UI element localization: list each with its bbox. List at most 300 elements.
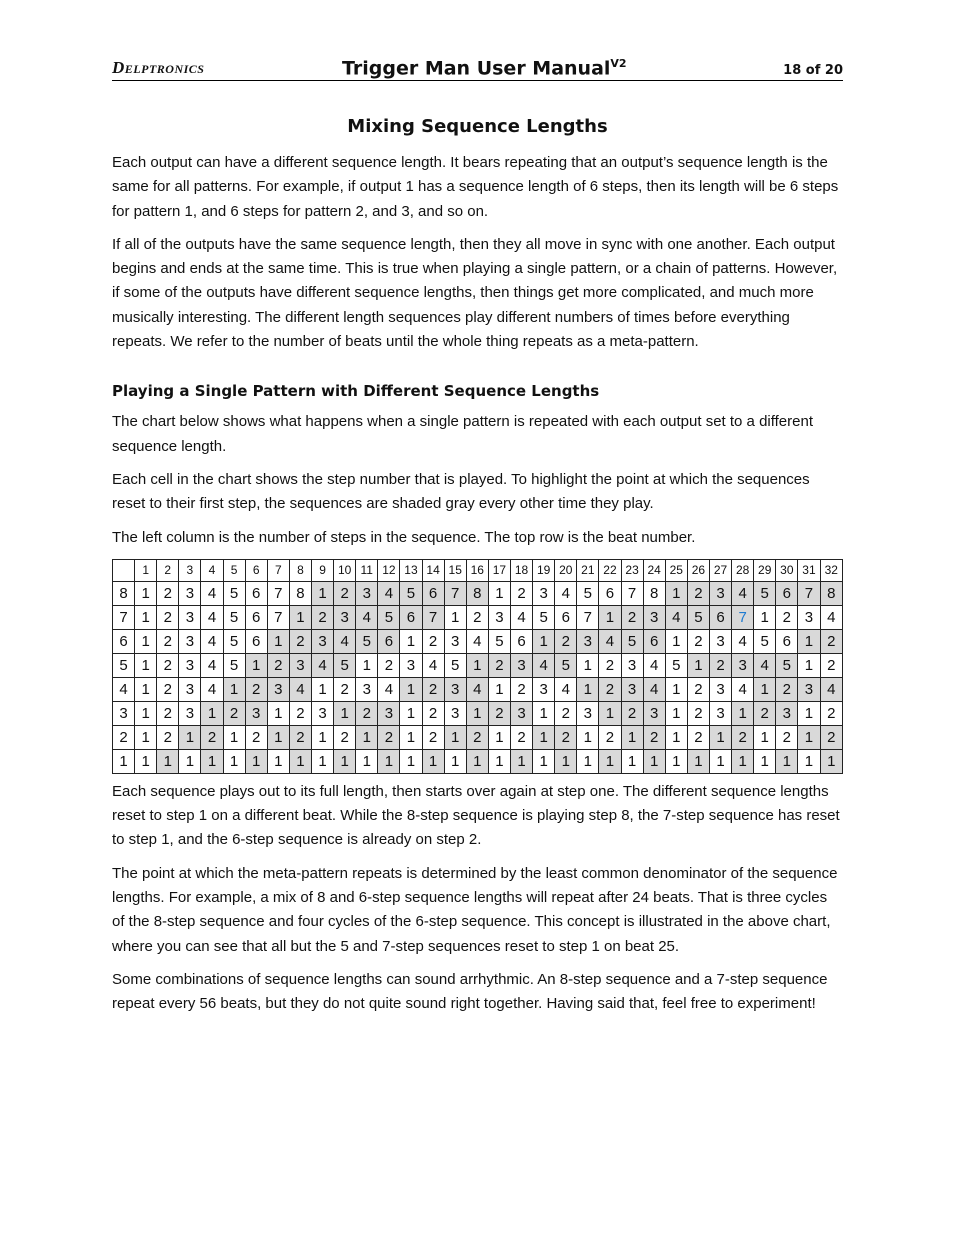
step-cell: 3	[444, 677, 466, 701]
step-cell: 6	[245, 605, 267, 629]
step-cell: 1	[179, 725, 201, 749]
step-cell: 5	[533, 605, 555, 629]
beat-number: 9	[311, 559, 333, 581]
step-cell: 1	[533, 629, 555, 653]
step-cell: 1	[599, 701, 621, 725]
step-cell: 7	[267, 605, 289, 629]
sequence-length-label: 8	[113, 581, 135, 605]
step-cell: 1	[356, 653, 378, 677]
step-cell: 1	[798, 749, 820, 773]
step-cell: 1	[533, 749, 555, 773]
step-cell: 1	[267, 629, 289, 653]
beat-number: 21	[577, 559, 599, 581]
step-cell: 2	[510, 725, 532, 749]
step-cell: 4	[289, 677, 311, 701]
page-content	[112, 116, 843, 1026]
step-cell: 1	[665, 749, 687, 773]
step-cell: 4	[533, 653, 555, 677]
step-cell: 6	[643, 629, 665, 653]
paragraph: Some combinations of sequence lengths can sound arrhythmic. An 8-step sequence and a 7-step sequence repeat every 56 beats, but they do not quite sound right together. Having said that, feel free to experiment!	[112, 970, 828, 1013]
step-cell: 2	[157, 653, 179, 677]
step-cell: 3	[444, 629, 466, 653]
step-cell: 7	[621, 581, 643, 605]
step-cell: 1	[577, 749, 599, 773]
beat-number: 26	[687, 559, 709, 581]
step-cell: 1	[820, 749, 843, 773]
step-cell: 3	[776, 701, 798, 725]
step-cell: 1	[533, 701, 555, 725]
step-cell: 4	[665, 605, 687, 629]
beat-number: 19	[533, 559, 555, 581]
step-cell: 3	[533, 581, 555, 605]
step-cell: 3	[577, 629, 599, 653]
beat-number: 14	[422, 559, 444, 581]
step-cell: 3	[621, 653, 643, 677]
step-cell: 1	[267, 725, 289, 749]
step-cell: 4	[378, 677, 400, 701]
step-cell: 1	[488, 725, 510, 749]
step-cell: 2	[157, 605, 179, 629]
sequence-length-label: 4	[113, 677, 135, 701]
step-cell: 2	[599, 653, 621, 677]
step-cell: 2	[334, 725, 356, 749]
step-cell: 1	[776, 749, 798, 773]
step-cell: 5	[223, 605, 245, 629]
step-cell: 4	[820, 677, 843, 701]
step-cell: 4	[643, 677, 665, 701]
step-cell: 5	[400, 581, 422, 605]
step-cell: 1	[201, 701, 223, 725]
step-cell: 1	[289, 605, 311, 629]
step-cell: 1	[179, 749, 201, 773]
step-cell: 3	[400, 653, 422, 677]
step-cell: 2	[157, 629, 179, 653]
step-cell: 5	[621, 629, 643, 653]
step-cell: 3	[289, 653, 311, 677]
beat-number: 29	[754, 559, 776, 581]
page-number: 18 of 20	[783, 63, 843, 78]
step-cell: 3	[179, 581, 201, 605]
beat-number: 12	[378, 559, 400, 581]
sequence-row	[113, 725, 843, 749]
step-cell: 1	[798, 701, 820, 725]
step-cell: 4	[732, 581, 754, 605]
sequence-length-label: 5	[113, 653, 135, 677]
step-cell: 3	[643, 605, 665, 629]
step-cell: 2	[466, 605, 488, 629]
step-cell: 2	[267, 653, 289, 677]
beat-number: 27	[709, 559, 731, 581]
beat-number: 11	[356, 559, 378, 581]
step-cell: 4	[201, 629, 223, 653]
step-cell: 3	[709, 629, 731, 653]
step-cell: 1	[798, 653, 820, 677]
step-cell: 2	[201, 725, 223, 749]
step-cell: 5	[488, 629, 510, 653]
step-cell: 2	[820, 701, 843, 725]
step-cell: 1	[466, 653, 488, 677]
step-cell: 1	[488, 581, 510, 605]
step-cell: 1	[510, 749, 532, 773]
step-cell: 2	[245, 677, 267, 701]
step-cell: 1	[687, 749, 709, 773]
step-cell: 2	[356, 701, 378, 725]
title-superscript: V2	[610, 56, 627, 70]
beat-number: 31	[798, 559, 820, 581]
step-cell: 1	[577, 653, 599, 677]
step-cell: 1	[311, 749, 333, 773]
beat-number: 24	[643, 559, 665, 581]
step-cell: 5	[577, 581, 599, 605]
step-cell: 2	[754, 701, 776, 725]
step-cell: 3	[533, 677, 555, 701]
step-cell: 2	[422, 629, 444, 653]
step-cell: 2	[555, 629, 577, 653]
step-cell: 5	[776, 653, 798, 677]
step-cell: 6	[510, 629, 532, 653]
step-cell: 2	[555, 701, 577, 725]
step-cell: 1	[400, 725, 422, 749]
step-cell: 1	[709, 749, 731, 773]
beat-number: 30	[776, 559, 798, 581]
step-cell: 3	[798, 605, 820, 629]
step-cell: 8	[820, 581, 843, 605]
step-cell: 1	[135, 677, 157, 701]
subsection-title: Playing a Single Pattern with Different Sequence Lengths	[112, 382, 600, 401]
step-cell: 2	[289, 725, 311, 749]
step-cell: 2	[422, 677, 444, 701]
step-cell: 5	[754, 581, 776, 605]
step-cell: 6	[776, 581, 798, 605]
step-cell: 1	[135, 581, 157, 605]
step-cell: 1	[157, 749, 179, 773]
step-cell: 4	[201, 581, 223, 605]
step-cell: 3	[179, 677, 201, 701]
step-cell: 2	[422, 725, 444, 749]
step-cell: 1	[599, 749, 621, 773]
step-cell: 3	[179, 605, 201, 629]
step-cell: 1	[356, 749, 378, 773]
step-cell: 2	[510, 677, 532, 701]
step-cell: 5	[356, 629, 378, 653]
step-cell: 1	[444, 605, 466, 629]
step-cell: 2	[687, 701, 709, 725]
step-cell: 3	[334, 605, 356, 629]
step-cell: 1	[444, 725, 466, 749]
step-cell: 1	[665, 725, 687, 749]
beat-header-row	[113, 559, 843, 581]
step-cell: 5	[378, 605, 400, 629]
step-cell: 2	[378, 725, 400, 749]
step-cell: 2	[289, 701, 311, 725]
step-cell: 2	[157, 701, 179, 725]
step-cell: 4	[599, 629, 621, 653]
step-cell: 6	[776, 629, 798, 653]
step-cell: 1	[356, 725, 378, 749]
step-cell: 7	[444, 581, 466, 605]
step-cell: 2	[334, 581, 356, 605]
sequence-length-label: 6	[113, 629, 135, 653]
step-cell: 7	[267, 581, 289, 605]
sequence-row	[113, 605, 843, 629]
step-cell: 1	[135, 629, 157, 653]
step-cell: 1	[245, 653, 267, 677]
step-cell: 5	[444, 653, 466, 677]
step-cell: 1	[135, 701, 157, 725]
paragraph: Each cell in the chart shows the step number that is played. To highlight the point at which the sequences reset to their first step, the sequences are shaded gray every other time they play.	[112, 470, 810, 513]
step-cell: 5	[223, 629, 245, 653]
beat-number: 8	[289, 559, 311, 581]
step-cell: 3	[709, 677, 731, 701]
paragraph: The point at which the meta-pattern repeats is determined by the least common denominator of the sequence lengths. For example, a mix of 8 and 6-step sequence lengths will repeat after 24 beats. That is three cycles of the 8-step sequence and four cycles of the 6-step sequence. This concept is illustrated in the above chart, where you can see that all but the 5 and 7-step sequences reset to step 1 on beat 25.	[112, 864, 838, 955]
step-cell: 4	[820, 605, 843, 629]
beat-number: 5	[223, 559, 245, 581]
step-cell: 3	[356, 581, 378, 605]
step-cell: 2	[466, 725, 488, 749]
step-cell: 2	[599, 725, 621, 749]
sequence-row	[113, 653, 843, 677]
step-cell: 2	[776, 725, 798, 749]
step-cell: 2	[732, 725, 754, 749]
step-cell: 1	[732, 701, 754, 725]
beat-number: 32	[820, 559, 843, 581]
step-cell: 6	[378, 629, 400, 653]
step-cell: 4	[356, 605, 378, 629]
step-cell: 4	[334, 629, 356, 653]
step-cell: 1	[135, 605, 157, 629]
step-cell: 3	[444, 701, 466, 725]
step-cell: 1	[135, 725, 157, 749]
step-cell: 1	[466, 701, 488, 725]
paragraph: The chart below shows what happens when a single pattern is repeated with each output set to a different sequence length.	[112, 413, 813, 455]
step-cell: 3	[245, 701, 267, 725]
step-cell: 6	[709, 605, 731, 629]
step-cell: 4	[311, 653, 333, 677]
step-cell: 3	[709, 701, 731, 725]
step-cell: 1	[621, 725, 643, 749]
step-cell: 3	[798, 677, 820, 701]
sequence-length-label: 7	[113, 605, 135, 629]
step-cell: 1	[687, 653, 709, 677]
step-cell: 2	[157, 725, 179, 749]
step-cell: 1	[754, 749, 776, 773]
step-cell: 4	[510, 605, 532, 629]
step-cell: 5	[223, 653, 245, 677]
step-cell: 6	[555, 605, 577, 629]
step-cell: 7	[422, 605, 444, 629]
step-cell: 1	[135, 749, 157, 773]
step-cell: 1	[798, 725, 820, 749]
step-cell: 2	[687, 677, 709, 701]
beat-number: 16	[466, 559, 488, 581]
step-cell: 5	[665, 653, 687, 677]
step-cell: 2	[687, 725, 709, 749]
step-cell: 1	[754, 677, 776, 701]
step-cell: 3	[179, 629, 201, 653]
step-cell: 1	[665, 581, 687, 605]
step-cell: 8	[643, 581, 665, 605]
sequence-row	[113, 749, 843, 773]
sequence-row	[113, 701, 843, 725]
step-cell: 7	[732, 605, 754, 629]
step-cell: 5	[687, 605, 709, 629]
document-title-text: Trigger Man User Manual	[342, 57, 611, 79]
step-cell: 2	[820, 629, 843, 653]
beat-number: 3	[179, 559, 201, 581]
beat-number: 18	[510, 559, 532, 581]
step-cell: 1	[135, 653, 157, 677]
step-cell: 5	[223, 581, 245, 605]
section-title: Mixing Sequence Lengths	[347, 116, 608, 137]
step-cell: 1	[400, 749, 422, 773]
step-cell: 2	[599, 677, 621, 701]
step-cell: 2	[488, 653, 510, 677]
step-cell: 4	[732, 677, 754, 701]
step-cell: 1	[488, 677, 510, 701]
sequence-length-label: 2	[113, 725, 135, 749]
step-cell: 6	[400, 605, 422, 629]
beat-number: 10	[334, 559, 356, 581]
step-cell: 1	[267, 701, 289, 725]
step-cell: 1	[378, 749, 400, 773]
step-cell: 3	[732, 653, 754, 677]
document-title	[342, 57, 627, 79]
beat-number: 17	[488, 559, 510, 581]
step-cell: 1	[201, 749, 223, 773]
step-cell: 3	[510, 701, 532, 725]
step-cell: 1	[665, 629, 687, 653]
step-cell: 2	[687, 629, 709, 653]
step-cell: 2	[820, 725, 843, 749]
step-cell: 1	[798, 629, 820, 653]
step-cell: 2	[643, 725, 665, 749]
beat-number: 20	[555, 559, 577, 581]
step-cell: 2	[621, 605, 643, 629]
step-cell: 3	[577, 701, 599, 725]
step-cell: 4	[555, 581, 577, 605]
step-cell: 3	[179, 701, 201, 725]
step-cell: 1	[665, 677, 687, 701]
sequence-row	[113, 677, 843, 701]
step-cell: 1	[223, 677, 245, 701]
beat-number: 2	[157, 559, 179, 581]
step-cell: 1	[754, 725, 776, 749]
step-cell: 2	[223, 701, 245, 725]
step-cell: 2	[776, 677, 798, 701]
step-cell: 2	[510, 581, 532, 605]
step-cell: 1	[466, 749, 488, 773]
paragraph: Each sequence plays out to its full length, then starts over again at step one. The different sequence lengths reset to step 1 on a different beat. While the 8-step sequence is playing step 8, the 7-step sequence has reset to step 1, and the 6-step sequence is already on step 2.	[112, 782, 840, 849]
step-cell: 1	[555, 749, 577, 773]
page-header	[112, 52, 843, 81]
step-cell: 4	[466, 677, 488, 701]
step-cell: 4	[466, 629, 488, 653]
step-cell: 1	[444, 749, 466, 773]
step-cell: 6	[245, 581, 267, 605]
beat-number: 1	[135, 559, 157, 581]
step-cell: 1	[223, 749, 245, 773]
step-cell: 2	[820, 653, 843, 677]
step-cell: 4	[555, 677, 577, 701]
step-cell: 4	[201, 653, 223, 677]
step-cell: 2	[709, 653, 731, 677]
step-cell: 3	[709, 581, 731, 605]
sequence-row	[113, 581, 843, 605]
step-cell: 3	[378, 701, 400, 725]
paragraph: The left column is the number of steps in the sequence. The top row is the beat number.	[112, 528, 696, 546]
beat-number: 6	[245, 559, 267, 581]
step-cell: 5	[555, 653, 577, 677]
sequence-chart	[112, 559, 843, 774]
step-cell: 6	[599, 581, 621, 605]
step-cell: 1	[267, 749, 289, 773]
step-cell: 4	[422, 653, 444, 677]
corner-cell	[113, 559, 135, 581]
step-cell: 2	[776, 605, 798, 629]
beat-number: 7	[267, 559, 289, 581]
step-cell: 2	[289, 629, 311, 653]
sequence-length-label: 3	[113, 701, 135, 725]
step-cell: 1	[533, 725, 555, 749]
sequence-row	[113, 629, 843, 653]
step-cell: 1	[400, 629, 422, 653]
beat-number: 28	[732, 559, 754, 581]
step-cell: 4	[201, 677, 223, 701]
step-cell: 1	[665, 701, 687, 725]
step-cell: 3	[267, 677, 289, 701]
step-cell: 1	[223, 725, 245, 749]
step-cell: 1	[422, 749, 444, 773]
step-cell: 2	[157, 677, 179, 701]
step-cell: 1	[400, 677, 422, 701]
step-cell: 1	[599, 605, 621, 629]
step-cell: 1	[334, 701, 356, 725]
step-cell: 4	[732, 629, 754, 653]
step-cell: 3	[179, 653, 201, 677]
step-cell: 5	[334, 653, 356, 677]
step-cell: 1	[245, 749, 267, 773]
step-cell: 2	[687, 581, 709, 605]
step-cell: 2	[555, 725, 577, 749]
step-cell: 5	[754, 629, 776, 653]
step-cell: 1	[311, 725, 333, 749]
step-cell: 6	[422, 581, 444, 605]
beat-number: 15	[444, 559, 466, 581]
step-cell: 4	[754, 653, 776, 677]
step-cell: 1	[577, 677, 599, 701]
step-cell: 2	[621, 701, 643, 725]
step-cell: 4	[378, 581, 400, 605]
paragraph: If all of the outputs have the same sequence length, then they all move in sync with one another. Each output begins and ends at the same time. This is true when playing a single pattern, or a chain of patterns. However, if some of the outputs have different sequence lengths, then things get more complicated, and much more musically interesting. The different length sequences play different numbers of times before everything repeats. We refer to the number of beats until the whole thing repeats as a meta-pattern.	[112, 235, 838, 351]
brand-logo: Delptronics	[112, 58, 205, 77]
step-cell: 3	[621, 677, 643, 701]
beat-number: 22	[599, 559, 621, 581]
step-cell: 3	[510, 653, 532, 677]
step-cell: 6	[245, 629, 267, 653]
sequence-length-label: 1	[113, 749, 135, 773]
step-cell: 3	[311, 629, 333, 653]
step-cell: 1	[754, 605, 776, 629]
step-cell: 3	[356, 677, 378, 701]
step-cell: 1	[400, 701, 422, 725]
step-cell: 2	[378, 653, 400, 677]
step-cell: 1	[334, 749, 356, 773]
step-cell: 3	[311, 701, 333, 725]
step-cell: 2	[422, 701, 444, 725]
beat-number: 23	[621, 559, 643, 581]
step-cell: 2	[334, 677, 356, 701]
step-cell: 2	[245, 725, 267, 749]
